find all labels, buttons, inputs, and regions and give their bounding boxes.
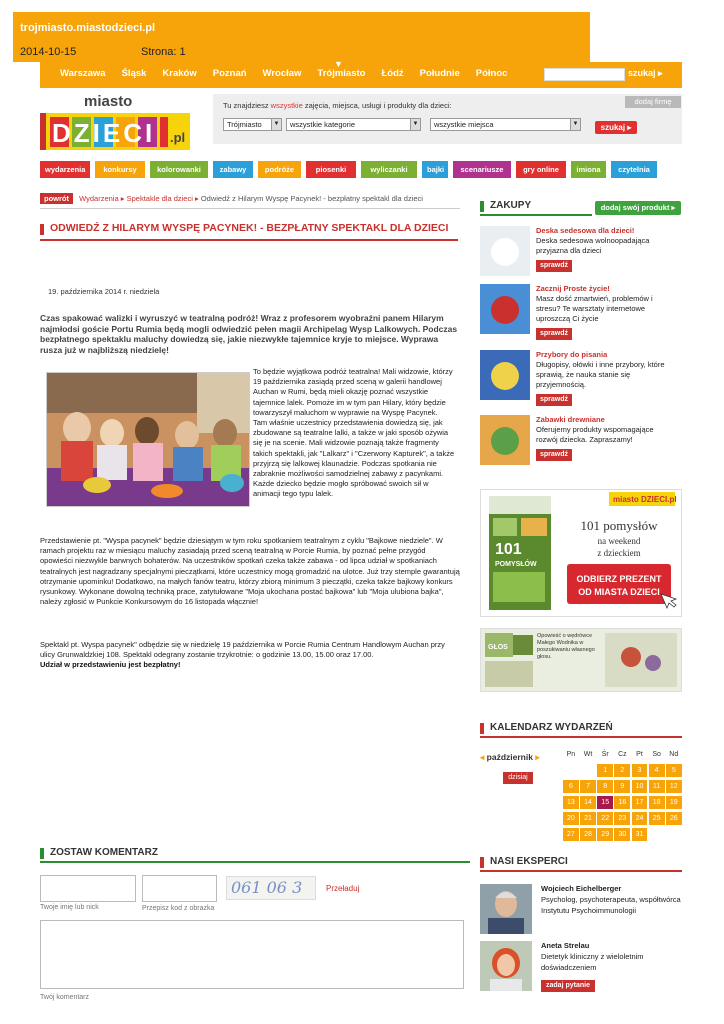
- city-link[interactable]: Śląsk: [121, 68, 147, 79]
- expert-name[interactable]: Wojciech Eichelberger: [541, 884, 622, 893]
- logo-text-suffix: .pl: [170, 130, 186, 145]
- breadcrumb: [40, 193, 460, 205]
- product-description: Deska sedesowa wolnoopadająca przyjazna dla dzieci: [536, 236, 650, 255]
- product-image: [480, 226, 530, 276]
- calendar-day[interactable]: 4: [649, 764, 665, 777]
- calendar-day[interactable]: 9: [614, 780, 630, 793]
- category-tab[interactable]: podróże: [258, 161, 301, 178]
- chevron-down-icon: ▼: [271, 119, 281, 130]
- category-tab[interactable]: wyliczanki: [361, 161, 417, 178]
- logo-text-top: miasto: [84, 94, 133, 110]
- city-list: [60, 68, 523, 79]
- check-product-button[interactable]: sprawdź: [536, 260, 572, 272]
- category-tab[interactable]: gry online: [516, 161, 566, 178]
- comments-header: ZOSTAW KOMENTARZ: [40, 847, 470, 863]
- city-link[interactable]: Północ: [475, 68, 508, 79]
- expert-photo: [480, 941, 532, 991]
- search-info: Tu znajdziesz wszystkie zajęcia, miejsca, usługi i produkty dla dzieci:: [223, 101, 452, 110]
- product-title[interactable]: Deska sedesowa dla dzieci!: [536, 226, 635, 235]
- captcha-image: 061 06 3: [226, 876, 316, 900]
- ad-line-1: 101 pomysłów: [580, 518, 658, 533]
- calendar-day[interactable]: 24: [632, 812, 648, 825]
- check-product-button[interactable]: sprawdź: [536, 394, 572, 406]
- calendar-day[interactable]: 19: [666, 796, 682, 809]
- category-tab[interactable]: wydarzenia: [40, 161, 90, 178]
- product-title[interactable]: Przybory do pisania: [536, 350, 608, 359]
- article-paragraph-2: Przedstawienie pt. "Wyspa pacynek" będzie dziesiątym w tym roku spotkaniem teatralnym z cyklu "Bajkowe niedziele". W ramach projektu raz w miesiącu maluchy zasiadają przed sceną teatralną w Porcie Rumia, by poznać pełne przygód opowieści niezwykle barwnych bohaterów. Na uczestników spotkań czeka także zabawa - od lipca udział w spotkaniach teatralnych jest nagradzany specjalnymi pieczątkami, które uczestnicy mogą gromadzić na ulotce. Już trzy stemple gwarantują otrzymanie upominku! Dodatkowo, na małych fanów teatru, którzy zbiorą minimum 3 pieczątki, czeka także bajkowy konkurs rysunkowy. Wykonane dowolną techniką prace, zatytułowane "Moja ukochana postać bajkowa" lub "Moja ulubiona bajka", należy zgłosić w Punkcie Konkursowym do 16 listopada włącznie!: [40, 536, 460, 607]
- calendar-day[interactable]: 11: [649, 780, 665, 793]
- category-tab[interactable]: scenariusze: [453, 161, 511, 178]
- calendar-today-button[interactable]: dzisiaj: [503, 772, 533, 784]
- chevron-down-icon: ▼: [570, 119, 580, 130]
- category-tab[interactable]: bajki: [422, 161, 448, 178]
- city-link[interactable]: Południe: [419, 68, 460, 79]
- city-link[interactable]: Trójmiasto: [317, 68, 366, 79]
- calendar-day[interactable]: 26: [666, 812, 682, 825]
- city-link[interactable]: Poznań: [212, 68, 247, 79]
- shop-header: ZAKUPY: [480, 200, 592, 216]
- calendar-day[interactable]: 8: [597, 780, 613, 793]
- captcha-input[interactable]: [142, 875, 217, 902]
- chevron-right-icon: ▸: [120, 194, 125, 203]
- category-nav: [40, 161, 682, 179]
- calendar-day[interactable]: 17: [632, 796, 648, 809]
- site-logo[interactable]: [40, 94, 190, 150]
- calendar-day[interactable]: 5: [666, 764, 682, 777]
- chevron-left-icon: ◂: [480, 752, 485, 762]
- category-tab[interactable]: piosenki: [306, 161, 356, 178]
- city-link[interactable]: Łódź: [381, 68, 404, 79]
- article-photo: [46, 372, 250, 507]
- captcha-label: Przepisz kod z obrazka: [142, 905, 215, 912]
- article-title: ODWIEDŹ Z HILARYM WYSPĘ PACYNEK! - BEZPŁATNY SPEKTAKL DLA DZIECI: [40, 222, 458, 241]
- calendar-day[interactable]: 16: [614, 796, 630, 809]
- weekday-label: Śr: [601, 751, 609, 758]
- breadcrumb-item[interactable]: Wydarzenia: [79, 194, 119, 203]
- category-tab[interactable]: konkursy: [95, 161, 145, 178]
- ask-question-button[interactable]: zadaj pytanie: [541, 980, 595, 992]
- check-product-button[interactable]: sprawdź: [536, 449, 572, 461]
- ad-banner-weekend-ideas[interactable]: [480, 489, 682, 617]
- breadcrumb-current: Odwiedź z Hilarym Wyspę Pacynek! - bezpłatny spektakl dla dzieci: [200, 194, 423, 203]
- product-title[interactable]: Zabawki drewniane: [536, 415, 605, 424]
- calendar-day[interactable]: 27: [563, 828, 579, 841]
- nav-search-input[interactable]: [544, 68, 625, 81]
- calendar-day[interactable]: 20: [563, 812, 579, 825]
- product-description: Masz dość zmartwień, problemów i stresu? Te warsztaty internetowe uproszczą Ci życie: [536, 294, 653, 323]
- calendar-header: KALENDARZ WYDARZEŃ: [480, 722, 682, 738]
- name-label: Twoje imię lub nick: [40, 904, 99, 911]
- calendar-day[interactable]: 30: [614, 828, 630, 841]
- calendar-day[interactable]: 1: [597, 764, 613, 777]
- category-tab[interactable]: czytelnia: [611, 161, 657, 178]
- back-button[interactable]: powrót: [40, 193, 73, 204]
- location-pin-icon: ▼: [334, 59, 343, 69]
- captcha-reload-link[interactable]: Przeładuj: [326, 884, 360, 893]
- calendar-empty-cell: [649, 828, 665, 841]
- ad-line-2: na weekend: [597, 536, 641, 546]
- weekday-label: Pt: [636, 751, 643, 758]
- calendar-grid: [563, 748, 683, 844]
- calendar-day[interactable]: 15: [597, 796, 613, 809]
- ad-cta-2: OD MIASTA DZIECI: [578, 587, 660, 597]
- ad-description: Opowieść o wędrówce Małego Wodnika w poszukiwaniu własnego głosu.: [537, 633, 595, 660]
- city-link[interactable]: Kraków: [162, 68, 197, 79]
- calendar-day[interactable]: 22: [597, 812, 613, 825]
- ad-book-number: 101: [495, 541, 522, 558]
- product-image: [480, 350, 530, 400]
- calendar-day[interactable]: 18: [649, 796, 665, 809]
- category-tab[interactable]: kolorowanki: [150, 161, 208, 178]
- article-lead: Czas spakować walizki i wyruszyć w teatralną podróż! Wraz z profesorem wyobraźni panem Hilarym najmłodsi goście Portu Rumia będą mogli odwiedzić pełen magii Archipelag Wysp Lalkowych. Podczas bezpłatnego spektaklu maluchy dowiedzą się, jakie niezwykłe tajemnice kryje to miejsce. Wyprawa rusza już w najbliższą niedzielę!: [40, 313, 458, 355]
- comment-textarea[interactable]: [40, 920, 464, 989]
- calendar-day[interactable]: 10: [632, 780, 648, 793]
- weekday-label: So: [652, 751, 661, 758]
- city-nav: [40, 59, 682, 88]
- chevron-down-icon: ▼: [410, 119, 420, 130]
- product-image: [480, 415, 530, 465]
- product-description: Oferujemy produkty wspomagające rozwój dziecka. Zapraszamy!: [536, 425, 654, 444]
- breadcrumb-item[interactable]: Spektakle dla dzieci: [126, 194, 193, 203]
- article-paragraph-3: Spektakl pt. Wyspa pacynek" odbędzie się w niedzielę 19 października w Porcie Rumia Centrum Handlowym Auchan przy ulicy Grunwaldzkiej 108. Spektakl odegrany zostanie trzykrotnie: o godzinie 13.00, 15.00 oraz 17.00. Udział w przedstawieniu jest bezpłatny!: [40, 640, 445, 670]
- calendar-day[interactable]: 3: [632, 764, 648, 777]
- category-tab[interactable]: zabawy: [213, 161, 253, 178]
- print-site-url: trojmiasto.miastodzieci.pl: [20, 22, 156, 34]
- calendar-month-selector[interactable]: ◂ październik ▸: [480, 752, 540, 762]
- search-button[interactable]: szukaj ▸: [595, 121, 637, 134]
- expert-name[interactable]: Aneta Strelau: [541, 941, 590, 950]
- name-input[interactable]: [40, 875, 136, 902]
- article-date: 19. października 2014 r. niedziela: [48, 287, 160, 296]
- place-select[interactable]: wszystkie miejsca ▼: [430, 118, 581, 131]
- ad-book-title: POMYSŁÓW: [495, 561, 537, 568]
- article-paragraph-1: To będzie wyjątkowa podróż teatralna! Mali widzowie, którzy 19 października zasiądą przed sceną w galerii handlowej Auchan w Rumi, będą mieli okazję poznać wszystkie tajemnice lalek. Pomoże im w tym pan Hilary, który będzie towarzyszył maluchom w wyprawie na Wyspę Pacynek. Tam właśnie uczestnicy przedstawienia dowiedzą się, jak zbudowane są teatralne lalki, a także w jaki sposób ożywia się je na scenie. Mali widzowie poznają także fragmenty takich spektakli, jak "Lalkarz" i "Czerwony Kapturek", a także przyjrzą się lalkowej klaunadzie. Podczas spotkania nie zabraknie możliwości samodzielnej zabawy z pacynkami. Każde dziecko będzie mogło spróbować swoich sił w animacji tego typu lalek.: [253, 367, 455, 499]
- calendar-day[interactable]: 12: [666, 780, 682, 793]
- nav-search-button[interactable]: szukaj ▸: [628, 68, 663, 78]
- calendar-day[interactable]: 7: [580, 780, 596, 793]
- weekday-label: Pn: [566, 751, 576, 758]
- print-date: 2014-10-15: [20, 46, 77, 58]
- print-header: [13, 12, 590, 62]
- calendar-day[interactable]: 23: [614, 812, 630, 825]
- city-select[interactable]: Trójmiasto ▼: [223, 118, 282, 131]
- chevron-right-icon: ▸: [194, 194, 199, 203]
- add-product-button[interactable]: dodaj swój produkt ▸: [595, 201, 681, 215]
- expert-description: Psycholog, psychoterapeuta, współtwórca Instytutu Psychoimmunologii: [541, 895, 681, 915]
- city-link[interactable]: Warszawa: [60, 68, 106, 79]
- calendar-day[interactable]: 29: [597, 828, 613, 841]
- expert-description: Dietetyk kliniczny z wieloletnim doświadczeniem: [541, 952, 644, 972]
- print-page-number: Strona: 1: [141, 46, 186, 58]
- category-select[interactable]: wszystkie kategorie ▼: [286, 118, 421, 131]
- product-title[interactable]: Zacznij Proste życie!: [536, 284, 610, 293]
- calendar-empty-cell: [666, 828, 682, 841]
- chevron-right-icon: ▸: [535, 752, 540, 762]
- calendar-day[interactable]: 6: [563, 780, 579, 793]
- calendar-empty-cell: [580, 764, 596, 777]
- experts-header: NASI EKSPERCI: [480, 856, 682, 872]
- city-link[interactable]: Wrocław: [262, 68, 302, 79]
- calendar-day[interactable]: 25: [649, 812, 665, 825]
- calendar-day[interactable]: 31: [632, 828, 648, 841]
- calendar-day[interactable]: 13: [563, 796, 579, 809]
- comment-label: Twój komentarz: [40, 994, 90, 1001]
- calendar-day[interactable]: 28: [580, 828, 596, 841]
- ad-line-3: z dzieckiem: [597, 548, 641, 558]
- calendar-empty-cell: [563, 764, 579, 777]
- search-panel: [213, 94, 682, 144]
- logo-text-main: DZIECI: [52, 118, 156, 148]
- calendar-day[interactable]: 14: [580, 796, 596, 809]
- product-description: Długopisy, ołówki i inne przybory, które sprawią, że nauka stanie się przyjemnością.: [536, 360, 665, 389]
- weekday-label: Cz: [618, 751, 627, 758]
- expert-photo: [480, 884, 532, 934]
- add-firm-button[interactable]: dodaj firmę: [625, 96, 681, 108]
- product-image: [480, 284, 530, 334]
- category-tab[interactable]: imiona: [571, 161, 606, 178]
- ad-cta-1: ODBIERZ PREZENT: [576, 574, 662, 584]
- check-product-button[interactable]: sprawdź: [536, 328, 572, 340]
- ad-logo: miasto DZIECI.pl: [613, 495, 677, 504]
- weekday-label: Nd: [669, 751, 679, 758]
- calendar-day[interactable]: 2: [614, 764, 630, 777]
- weekday-label: Wt: [583, 751, 593, 758]
- ad-badge: GŁOS: [488, 644, 508, 651]
- calendar-day[interactable]: 21: [580, 812, 596, 825]
- ad-banner-glos[interactable]: [480, 628, 682, 692]
